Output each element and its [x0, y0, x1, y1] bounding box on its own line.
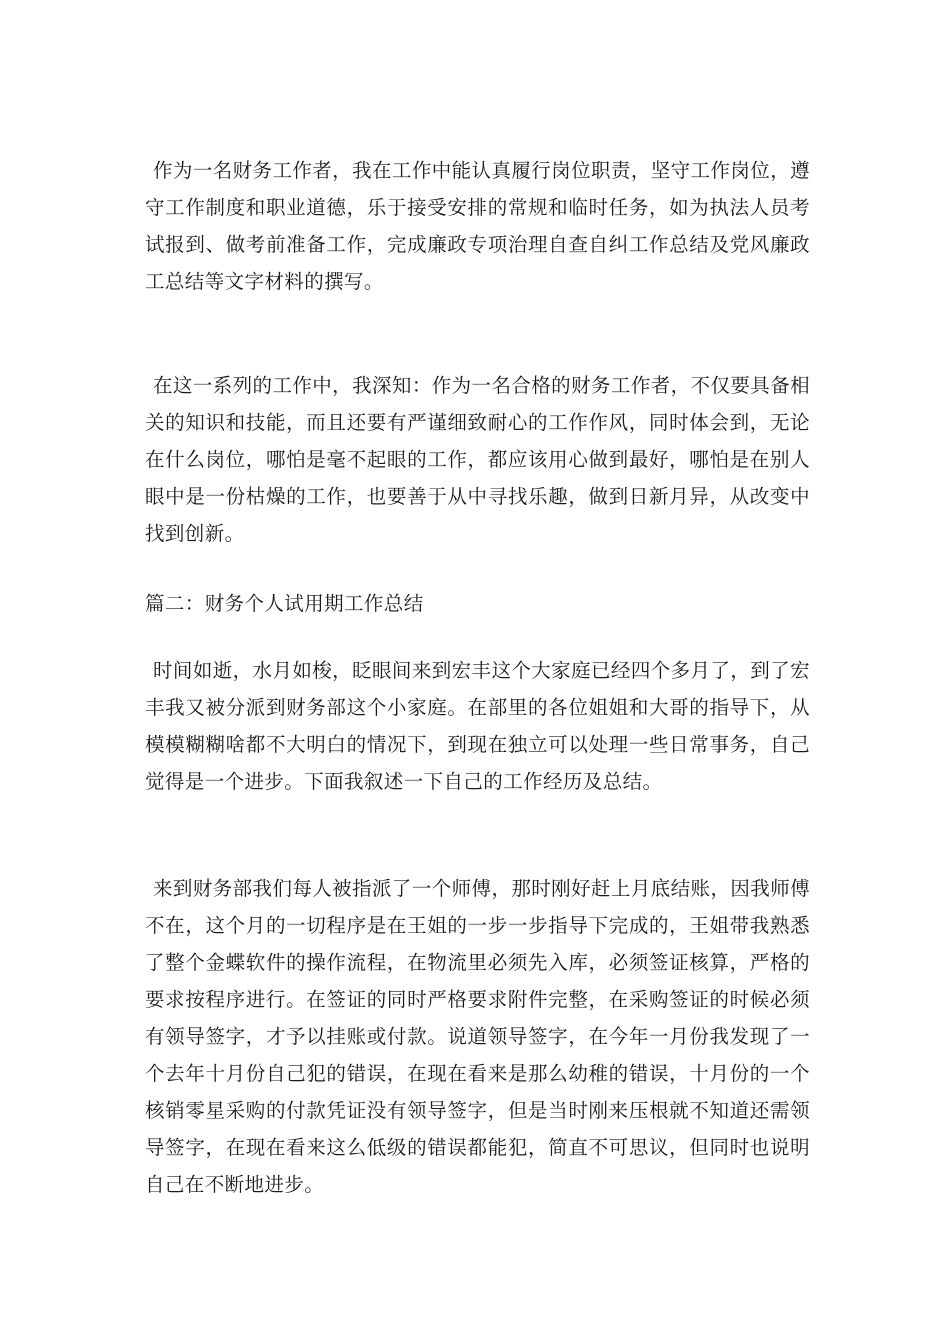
- paragraph-2: 在这一系列的工作中，我深知：作为一名合格的财务工作者，不仅要具备相关的知识和技能，而且还要有严谨细致耐心的工作作风，同时体会到，无论在什么岗位，哪怕是毫不起眼的工作，都应该用心做到最好，哪怕是在别人眼中是一份枯燥的工作，也要善于从中寻找乐趣，做到日新月异，从改变中找到创新。: [145, 374, 810, 545]
- section-heading: 篇二：财务个人试用期工作总结: [145, 592, 424, 615]
- paragraph-4: 来到财务部我们每人被指派了一个师傅，那时刚好赶上月底结账，因我师傅不在，这个月的一切程序是在王姐的一步一步指导下完成的，王姐带我熟悉了整个金蝶软件的操作流程，在物流里必须先入库，必须签证核算，严格的要求按程序进行。在签证的同时严格要求附件完整，在采购签证的时候必须有领导签字，才予以挂账或付款。说道领导签字，在今年一月份我发现了一个去年十月份自己犯的错误，在现在看来是那么幼稚的错误，十月份的一个核销零星采购的付款凭证没有领导签字，但是当时刚来压根就不知道还需领导签字，在现在看来这么低级的错误都能犯，简直不可思议，但同时也说明自己在不断地进步。: [145, 877, 810, 1196]
- paragraph-3: 时间如逝，水月如梭，眨眼间来到宏丰这个大家庭已经四个多月了，到了宏丰我又被分派到财务部这个小家庭。在部里的各位姐姐和大哥的指导下，从模模糊糊啥都不大明白的情况下，到现在独立可以处理一些日常事务，自己觉得是一个进步。下面我叙述一下自己的工作经历及总结。: [145, 659, 810, 793]
- paragraph-1: 作为一名财务工作者，我在工作中能认真履行岗位职责，坚守工作岗位，遵守工作制度和职业道德，乐于接受安排的常规和临时任务，如为执法人员考试报到、做考前准备工作，完成廉政专项治理自查自纠工作总结及党风廉政工总结等文字材料的撰写。: [145, 159, 810, 293]
